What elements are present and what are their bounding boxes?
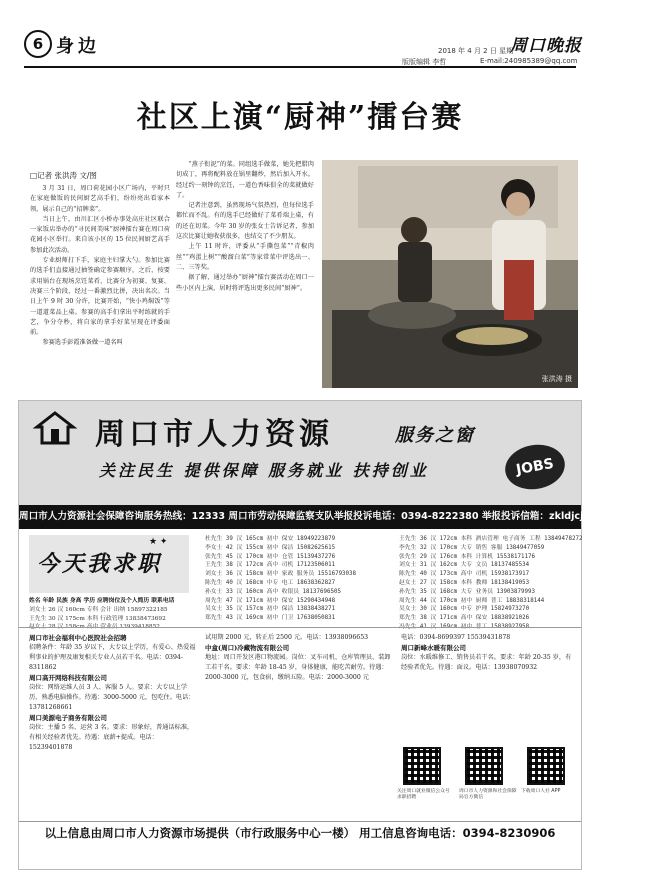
job-listings-col-2	[205, 633, 393, 683]
job-listings-col-3	[401, 633, 577, 673]
listing-company: 周口市社会福利中心医院社会招聘	[29, 634, 127, 642]
listing-detail: 试用期 2000 元，转正后 2500 元。电话：13938096653	[205, 634, 369, 641]
today-job-logo: 今天我求职	[37, 551, 163, 577]
house-logo-icon	[35, 411, 75, 445]
table-row: 吴女士 35 汉 157cm 初中 保洁 13838438271	[205, 606, 336, 613]
listing-company: 周口新峰水暖有限公司	[401, 644, 466, 652]
table-row: 陈先生 40 汉 173cm 高中 司机 15938173917	[399, 571, 530, 578]
table-row: 刘女士 26 汉 160cm 专科 会计 出纳 15897322185	[29, 606, 168, 613]
table-row: 刘女士 36 汉 158cm 初中 家政 服务员 15516793038	[205, 571, 357, 578]
table-row: 赵女士 27 汉 158cm 本科 教师 18138419053	[399, 579, 530, 586]
table-row: 吴女士 30 汉 160cm 中专 护理 15824973270	[399, 606, 530, 613]
article-column-2	[176, 160, 314, 388]
qr-code-icon	[527, 747, 565, 785]
ad-slogan: 关注民生 提供保障 服务就业 扶持创业	[99, 461, 429, 480]
table-row: 王先生 30 汉 175cm 本科 行政管理 13838473692	[29, 615, 166, 622]
ad-divider	[19, 627, 581, 628]
table-row: 周先生 44 汉 170cm 初中 厨师 普工 18838318144	[399, 597, 545, 604]
table-row: 郑先生 43 汉 169cm 初中 门卫 17638050831	[205, 615, 336, 622]
article-paragraph: 上午 11 时许，评委从“手撕包菜”“青椒肉丝”“鸡蛋上树”“酸溜白菜”等家常菜中评选出一、二、三等奖。	[176, 243, 314, 271]
table-row: 刘女士 31 汉 162cm 大专 文员 18137485534	[399, 562, 530, 569]
listing-company: 中盒(周口)冷藏物流有限公司	[205, 644, 290, 652]
table-row: 张先生 45 汉 170cm 初中 仓管 15139437276	[205, 553, 336, 560]
qr-caption: 周口市人力资源和社会保障局官方微信	[459, 789, 517, 800]
job-seeker-table-mid	[205, 535, 391, 623]
jobs-badge: JOBS	[502, 440, 569, 494]
editors-credit: 版版编辑 李哲	[402, 58, 447, 66]
qr-caption: 下载周口人社 APP	[521, 789, 561, 794]
article-paragraph: 专业厨师打下手，家庭主妇掌大勺。参加比赛的选手们直接通过抽签确定参赛顺序，之后，按要求用锅台在现场烹饪菜肴，比赛分为初赛、复赛、决赛三个阶段，经过一番激烈比拼，决出名次。当日上午 9 时 30 分许，比赛开始，“快小鸡焖饭”等一道道菜品上桌。参赛的高手们拿出平时练就的手艺，争分夺秒，将自家的拿手好菜呈现在评委面前。	[30, 257, 170, 337]
header-rule	[24, 66, 576, 68]
ad-title: 周口市人力资源	[95, 417, 333, 452]
article-headline: 社区上演“厨神”擂台赛	[136, 100, 464, 135]
issue-date: 2018 年 4 月 2 日 星期一	[438, 47, 521, 55]
ad-footer: 以上信息由周口市人力资源市场提供（市行政服务中心一楼） 用工信息咨询电话：0394-8230906	[19, 821, 581, 844]
qr-code-icon	[465, 747, 503, 785]
article-paragraph: 当日上午，由川汇区小桥办事处高庄社区联合一家饭店举办的“寻民间美味”厨神擂台赛在周口荷花园小区举行。来自该小区的 15 位民间厨艺高手参加此次活动。	[30, 215, 170, 254]
listing-company: 周口美源电子商务有限公司	[29, 714, 107, 722]
editor-email: E-mail:240985389@qq.com	[480, 57, 578, 65]
table-row: 王先生 38 汉 172cm 高中 司机 17123506011	[205, 562, 336, 569]
listing-detail: 岗位：主播 5 名、运营 3 名。要求：形象好，普通话标准，有相关经验者优先。待遇：底薪+提成。电话：15239401878	[29, 724, 194, 751]
table-row: 杜先生 39 汉 165cm 初中 保安 18949223879	[205, 536, 336, 542]
table-row: 王先生 36 汉 172cm 本科 酒店管理 电子商务 工程 13849478272	[399, 536, 583, 542]
table-row: 郑先生 38 汉 171cm 高中 保安 18838921026	[399, 615, 530, 622]
table-row: 孙女士 33 汉 160cm 高中 收银员 18137696505	[205, 588, 341, 595]
star-decoration-icon: ★ ✦	[149, 537, 168, 547]
photo-credit: 张洪涛 摄	[541, 375, 572, 383]
job-listings-col-1	[29, 633, 197, 753]
job-seeker-table-right	[399, 535, 583, 632]
qr-code-icon	[403, 747, 441, 785]
table-row: 李先生 32 汉 170cm 大专 销售 客服 13849477059	[399, 544, 545, 551]
table-row: 孙先生 35 汉 168cm 大专 业务员 13903879993	[399, 588, 535, 595]
listing-company: 周口高开网络科技有限公司	[29, 674, 107, 682]
article-paragraph: “燕子衔泥”的菜。同组选手做菜，她先把腊肉切成丁，再将配料放在锅里翻炒，然后加入开水。经过约一刻钟的烹饪，一道色香味俱全的菜就做好了。	[176, 161, 314, 199]
listing-detail: 招聘条件：年龄 35 岁以下，大专以上学历，有爱心、热爱福利事业的护理及康复相关专业人员若干名。电话：0394-8311862	[29, 644, 196, 671]
table-row: 张先生 29 汉 176cm 本科 计算机 15538171176	[399, 553, 535, 560]
qr-caption: 关注周口就业微信公众号 求职招聘	[397, 789, 450, 800]
table-row: 陈先生 40 汉 168cm 中专 电工 18638362827	[205, 579, 336, 586]
section-title: 身边	[56, 36, 100, 57]
cooking-contest-photo-image	[322, 160, 578, 388]
table-row: 李女士 42 汉 155cm 初中 保洁 15082625615	[205, 544, 336, 551]
article-column-1	[30, 184, 170, 384]
article-paragraph: 记者注意到，虽然现场气氛热烈，但每位选手都忙而不乱。有的选手已经做好了菜肴端上桌，有的还在切菜。今年 30 岁的张女士告诉记者，参加这次比赛让她收获很多，也结交了不少朋友。	[176, 202, 314, 241]
listing-detail: 岗位：水暖维修工、销售员若干名。要求：年龄 20-35 岁，有经验者优先。待遇：面议。电话：13938070932	[401, 654, 572, 671]
page-number: 6	[24, 30, 52, 58]
article-paragraph: 3 月 31 日，周口荷花园小区广场内，平时只在家庭做饭的民间厨艺高手们，纷纷亮出看家本领，展示自己的“招牌菜”。	[30, 185, 170, 213]
article-paragraph: 参赛选手彭霞准备做一道名叫	[42, 339, 123, 347]
listing-detail: 地址：周口开发区港口物流园。岗位：叉车司机、仓库管理员、装卸工若干名。要求：年龄 18-45 岁，身体健康，能吃苦耐劳。待遇：2000-3000 元，包食宿，缴纳五险。电话：2000-3000 元	[205, 654, 391, 681]
table-header: 姓名 年龄 民族 身高 学历 应聘岗位及个人简历 联系电话	[29, 598, 175, 604]
article-photo	[322, 160, 578, 388]
article-paragraph: 据了解，通过举办“厨神”擂台赛活动在周口一些小区内上演，居时将评选出更多民间“厨神”。	[176, 274, 314, 292]
ad-hotline: 周口市人力资源社会保障咨询服务热线：12333 周口市劳动保障监察支队举报投诉电话：0394-8222380 举报投诉信箱：zkldjcjb@163.com	[19, 505, 581, 529]
hr-service-window-ad	[18, 400, 646, 870]
listing-detail: 岗位：网络运维人员 3 人、客服 5 人。要求：大专以上学历，熟悉电脑操作。待遇：3000-5000 元，包吃住。电话：13781268661	[29, 684, 195, 711]
table-row: 周先生 47 汉 171cm 初中 保安 15290434948	[205, 597, 336, 604]
ad-subtitle: 服务之窗	[395, 425, 475, 446]
listing-detail: 电话：0394-8699397 15539431878	[401, 634, 511, 641]
article-byline: □记者 张洪涛 文/图	[30, 171, 97, 180]
newspaper-logo: 周口晚报	[510, 36, 582, 56]
